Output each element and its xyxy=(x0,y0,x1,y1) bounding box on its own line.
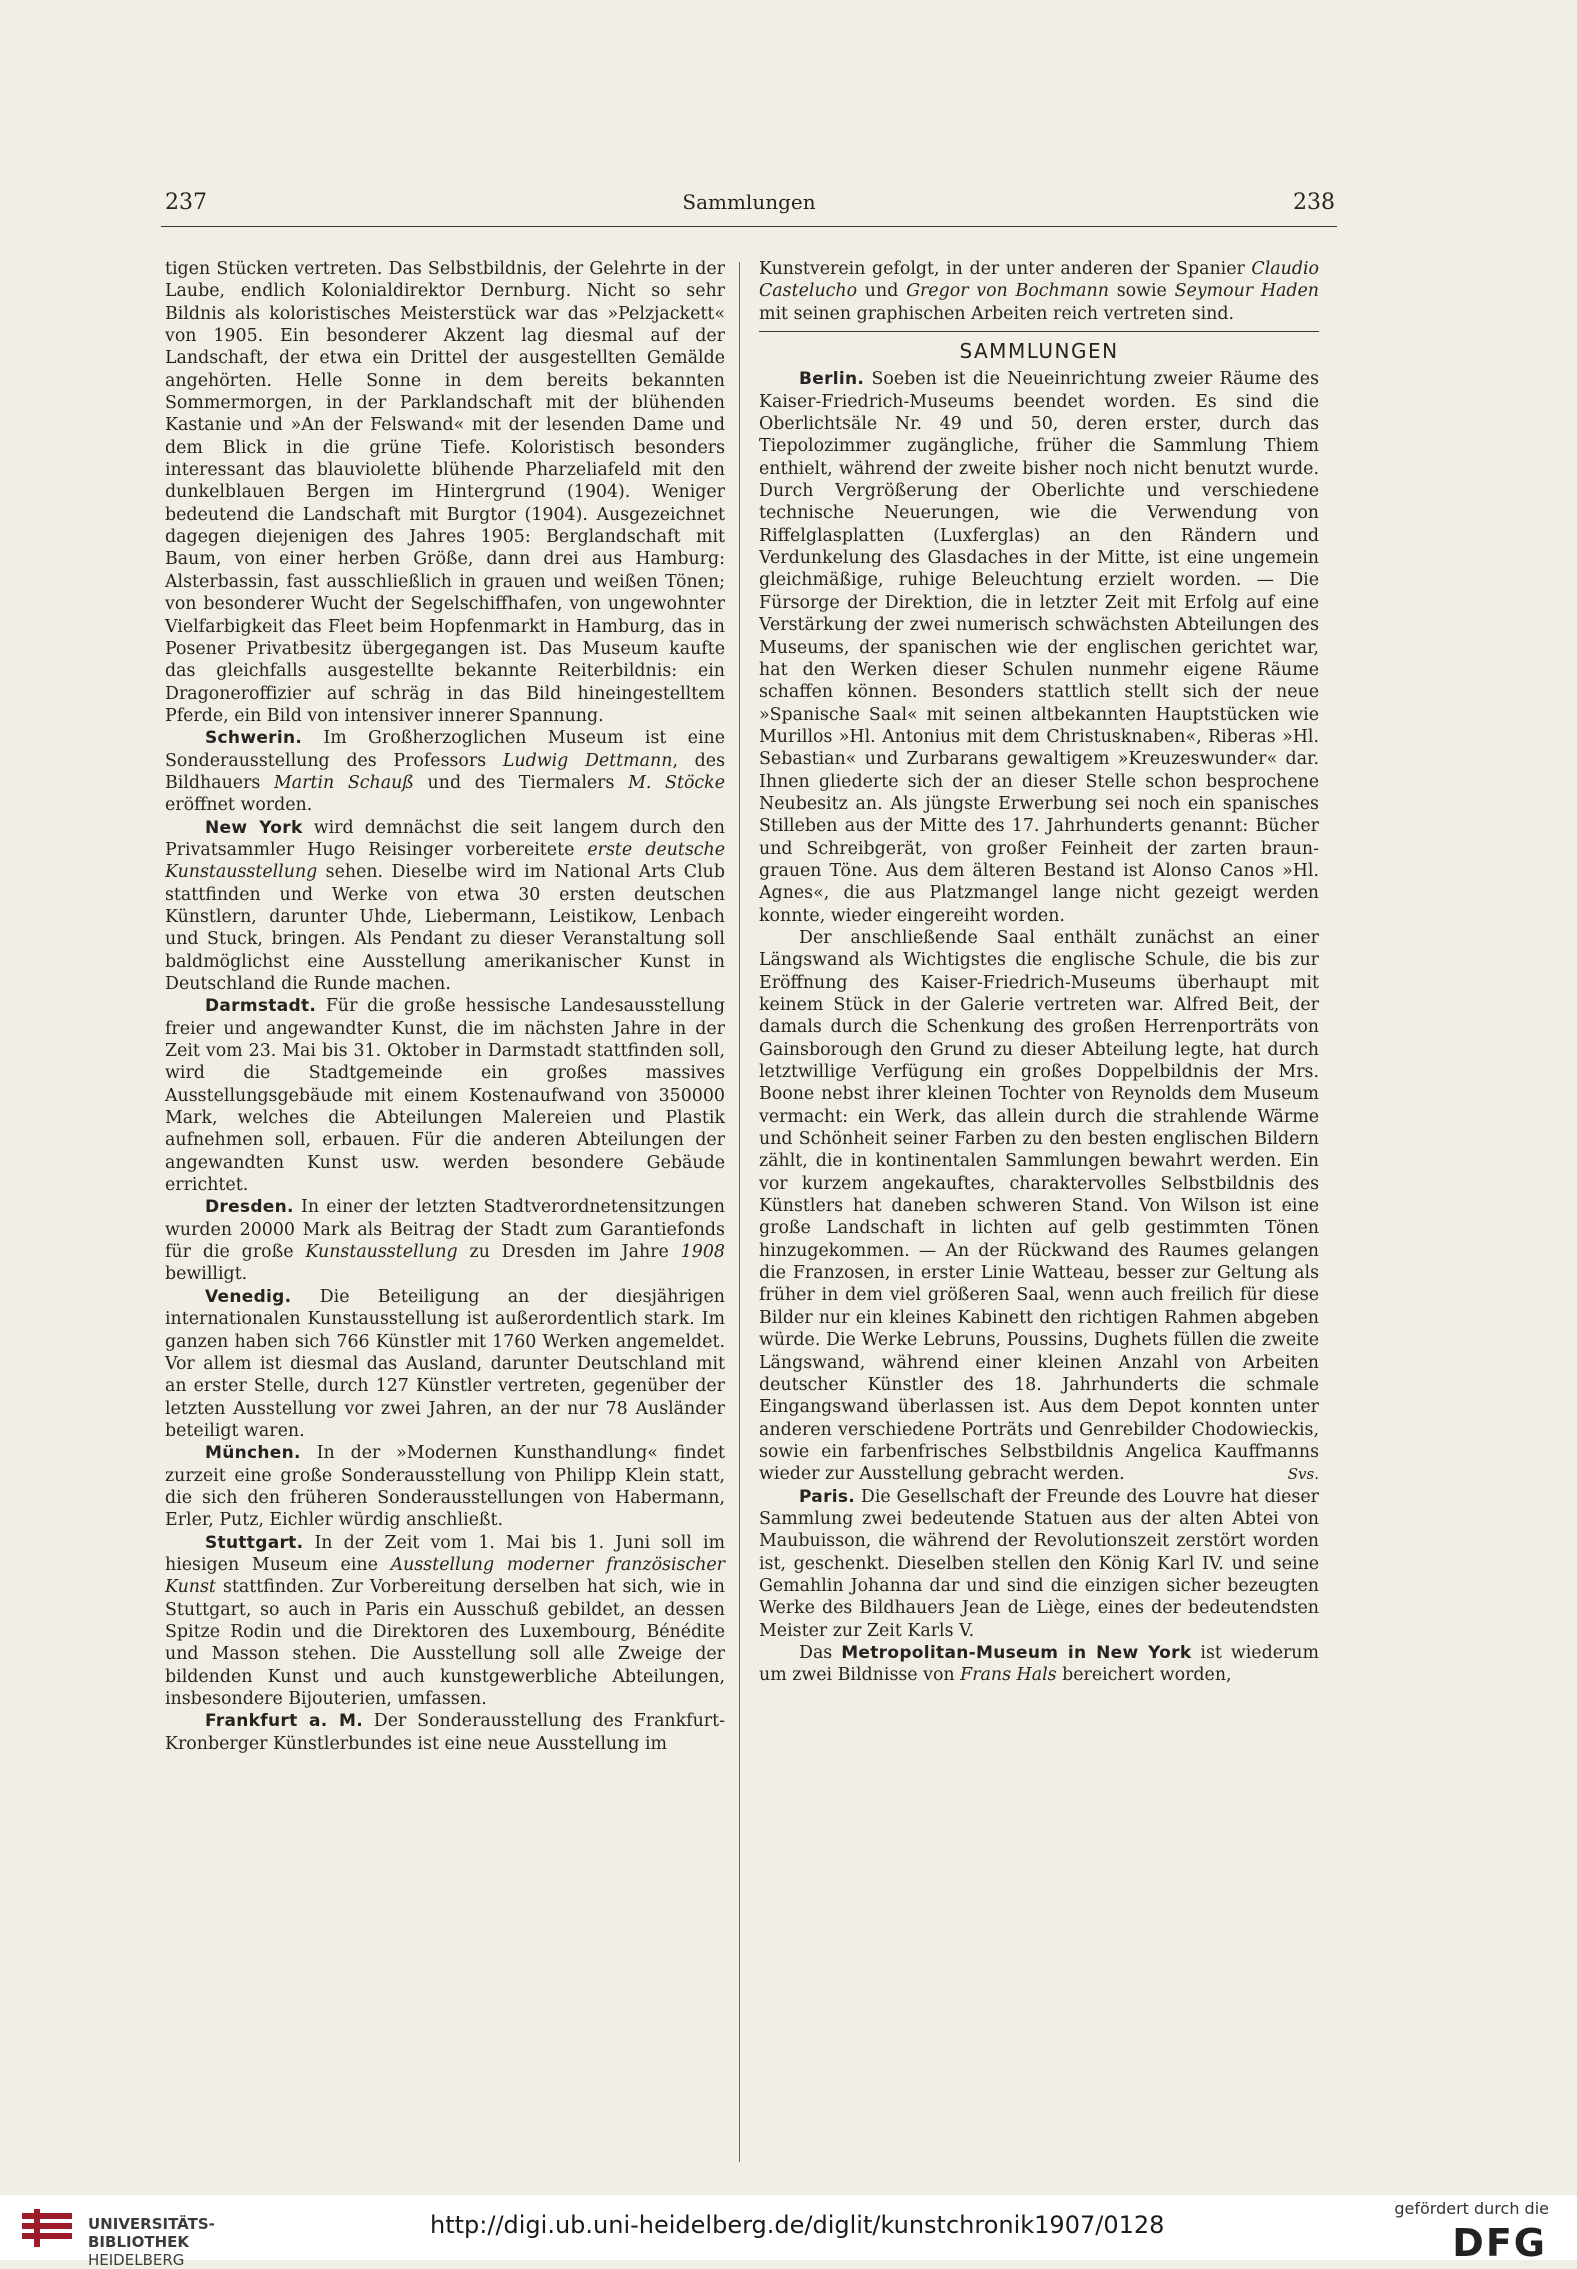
place-schwerin: Schwerin. xyxy=(205,728,303,749)
text-segment: mit seinen graphischen Arbeiten reich vertreten sind. xyxy=(759,303,1235,324)
source-url[interactable]: http://digi.ub.uni-heidelberg.de/diglit/kunstchronik1907/0128 xyxy=(430,2211,1165,2239)
paragraph-dresden xyxy=(165,1196,725,1285)
right-column xyxy=(759,258,1319,1687)
place-muenchen: München. xyxy=(205,1443,301,1464)
page-number-left: 237 xyxy=(165,190,207,215)
text-segment: stattfinden. Zur Vorbereitung derselben hat sich, wie in Stuttgart, so auch in Paris ein Ausschuß gebildet, an dessen Spitze Rodin und die Direktoren des Luxembourg, Bénédite und Masson stehen. Die Ausstellung soll alle Zweige der bildenden Kunst und auch kunstgewerbliche Abteilungen, insbesondere Bijouterien, umfassen. xyxy=(165,1577,725,1709)
paragraph-paris xyxy=(759,1486,1319,1642)
italic-name: M. Stöcke xyxy=(628,772,725,793)
paragraph-kunstverein xyxy=(759,258,1319,325)
place-metropolitan: Metropolitan-Museum in New York xyxy=(841,1642,1192,1663)
paragraph-berlin xyxy=(759,368,1319,927)
paragraph-metropolitan xyxy=(759,1642,1319,1687)
paragraph-frankfurt xyxy=(165,1710,725,1755)
text-segment: wird demnächst die seit langem durch den Privatsammler Hugo Reisinger vorbereitete xyxy=(165,817,725,860)
place-paris: Paris. xyxy=(799,1486,856,1507)
italic-name: Gregor von Bochmann xyxy=(906,281,1109,302)
text-segment: Soeben ist die Neueinrichtung zweier Räume des Kaiser-Friedrich-Museums beendet worden. Es sind die Oberlichtsäle Nr. 49 und 50, deren erster, durch das Tiepolozimmer zugängliche, früher die Sammlung Thiem enthielt, während der zweite bisher noch nicht benutzt wurde. Durch Vergrößerung der Oberlichte und verschiedene technische Neuerungen, wie die Verwendung von Riffelglasplatten (Luxferglas) an den Rändern und Verdunkelung des Glasdaches in der Mitte, ist eine ungemein gleichmäßige, ruhige Beleuchtung erzielt worden. — Die Fürsorge der Direktion, die in letzter Zeit mit Erfolg auf eine Verstärkung der zwei numerisch schwächsten Abteilungen des Museums, der spanischen wie der englischen gerichtet war, hat den Werken dieser Schulen nunmehr eigene Räume schaffen können. Besonders stattlich stellt sich der neue »Spanische Saal« mit seinen altbekannten Hauptstücken wie Murillos »Hl. Antonius mit dem Christusknaben«, Riberas »Hl. Sebastian« und Zurbarans gewaltigem »Kreuzeswunder« dar. Ihnen gliederte sich der an dieser Stelle schon besprochene Neubesitz an. Als jüngste Erwerbung sei noch ein spanisches Stilleben aus der Mitte des 17. Jahrhunderts genannt: Bücher und Schreibgerät, von großer Feinheit der zarten braun-grauen Töne. Aus dem älteren Bestand ist Alonso Canos »Hl. Agnes«, die aus Platzmangel lange nicht gezeigt werden konnte, wieder eingereiht worden. xyxy=(759,369,1319,926)
italic-name: Martin Schauß xyxy=(273,772,414,793)
place-stuttgart: Stuttgart. xyxy=(205,1532,304,1553)
text-segment: Kunstverein gefolgt, in der unter anderen der Spanier xyxy=(759,259,1252,279)
italic-name: Ludwig Dettmann xyxy=(502,750,673,771)
text-segment: und des Tiermalers xyxy=(413,772,629,793)
text-segment: In der Zeit vom 1. Mai bis 1. Juni soll im hiesigen Museum eine xyxy=(165,1532,725,1575)
text-segment: In der »Modernen Kunsthandlung« findet zurzeit eine große Sonderausstellung von Philipp Klein statt, die sich den früheren Sonderausstellungen von Habermann, Erler, Putz, Eichler würdig anschließt. xyxy=(165,1443,725,1531)
university-library-logo-icon xyxy=(20,2207,76,2251)
italic-name: Claudio Castelucho xyxy=(759,259,1319,302)
text-segment: Für die große hessische Landesausstellung freier und angewandter Kunst, die im nächsten Jahre in der Zeit vom 23. Mai bis 31. Oktober in Darmstadt stattfinden soll, wird die Stadtgemeinde ein großes massives Ausstellungsgebäude mit einem Kostenaufwand von 350000 Mark, welches die Abteilungen Malereien und Plastik aufnehmen soll, erbauen. Für die anderen Abteilungen der angewandten Kunst usw. werden besondere Gebäude errichtet. xyxy=(165,996,725,1196)
text-segment: Die Beteiligung an der diesjährigen internationalen Kunstausstellung ist außerordentlich stark. Im ganzen haben sich 766 Künstler mit 1760 Werken angemeldet. Vor allem ist diesmal das Ausland, darunter Deutschland mit an erster Stelle, durch 127 Künstler vertreten, gegenüber der letzten Ausstellung vor zwei Jahren, an der nur 78 Ausländer beteiligt waren. xyxy=(165,1286,725,1441)
author-signature: Svs. xyxy=(1287,1465,1319,1484)
place-berlin: Berlin. xyxy=(799,369,865,390)
column-divider xyxy=(739,262,740,2162)
text-segment: , des Bildhauers xyxy=(165,750,725,793)
paragraph-stuttgart xyxy=(165,1532,725,1711)
section-title: SAMMLUNGEN xyxy=(959,339,1119,364)
paragraph-venedig xyxy=(165,1286,725,1442)
text-segment: eröffnet worden. xyxy=(165,795,313,816)
library-name-line: HEIDELBERG xyxy=(88,2251,185,2269)
italic-year: 1908 xyxy=(680,1242,725,1263)
paragraph-intro: tigen Stücken vertreten. Das Selbstbildnis, der Gelehrte in der Laube, endlich Kolonialdirektor Dernburg. Nicht so sehr Bildnis als koloristisches Meisterstück war das »Pelzjackett« von 1905. Ein besonderer Akzent lag diesmal auf der Landschaft, der etwa ein Drittel der ausgestellten Gemälde angehörten. Helle Sonne in dem bereits bekannten Sommermorgen, in der Parklandschaft mit der blühenden Kastanie und »An der Felswand« mit der lesenden Dame und dem Blick in die grüne Tiefe. Koloristisch besonders interessant das blauviolette blühende Pharzeliafeld mit den dunkelblauen Bergen im Hintergrund (1904). Weniger bedeutend die Landschaft mit Burgtor (1904). Ausgezeichnet dagegen diejenigen des Jahres 1905: Berglandschaft mit Baum, von einer herben Größe, dann drei aus Hamburg: Alsterbassin, fast ausschließlich in grauen und weißen Tönen; von besonderer Wucht der Segelschiffhafen, von ungewohnter Vielfarbigkeit das Fleet beim Hopfenmarkt in Hamburg, das in Posener Privatbesitz übergegangen ist. Das Museum kaufte das gleichfalls ausgestellte bekannte Reiterbildnis: ein Dragoneroffizier auf schräg in das Bild hineingestelltem Pferde, ein Bild von intensiver innerer Spannung. xyxy=(165,259,725,726)
text-segment: Im Großherzoglichen Museum ist eine Sonderausstellung des Professors xyxy=(165,728,725,771)
paragraph-schwerin xyxy=(165,727,725,816)
text-segment: Der anschließende Saal enthält zunächst an einer Längswand als Wichtigstes die englische Schule, die bis zur Eröffnung des Kaiser-Friedrich-Museums überhaupt mit keinem Stück in der Galerie vertreten war. Alfred Beit, der damals durch die Schenkung des großen Herrenporträts von Gainsborough den Grund zu dieser Abteilung legte, hat durch letztwillige Verfügung ein großes Doppelbildnis der Mrs. Boone nebst ihrer kleinen Tochter von Reynolds dem Museum vermacht: ein Werk, das allein durch die strahlende Wärme und Schönheit seiner Farben zu den besten englischen Bildern zählt, die in kontinentalen Sammlungen bewahrt werden. Ein vor kurzem angekauftes, charaktervolles Selbstbildnis des Künstlers hat daneben schweren Stand. Von Wilson ist eine große Landschaft in lichten auf gelb gestimmten Tönen hinzugekommen. — An der Rückwand des Raumes gelangen die Franzosen, in erster Linie Watteau, besser zur Geltung als früher in dem viel größeren Saal, wenn auch freilich für diese Bilder nur ein kleines Kabinett den richtigen Rahmen abgeben würde. Die Werke Lebruns, Poussins, Dughets füllen die zweite Längswand, während einer kleinen Anzahl von Arbeiten deutscher Künstler des 18. Jahrhunderts die schmale Eingangswand überlassen ist. Aus dem Depot konnten unter anderen verschiedene Porträts und Genrebilder Chodowieckis, sowie ein farbenfrisches Selbstbildnis Angelica Kauffmanns wieder zur Ausstellung gebracht werden. xyxy=(759,927,1319,1485)
page-number-right: 238 xyxy=(1293,190,1335,215)
italic-title: erste deutsche Kunstausstellung xyxy=(165,839,725,883)
place-venedig: Venedig. xyxy=(205,1286,292,1307)
text-segment: ist wiederum um zwei Bildnisse von xyxy=(759,1642,1319,1686)
running-title: Sammlungen xyxy=(682,190,816,214)
text-segment: zu Dresden im Jahre xyxy=(457,1242,681,1263)
paragraph-saal xyxy=(759,927,1319,1486)
italic-title: Kunstausstellung xyxy=(305,1242,458,1263)
text-segment: In einer der letzten Stadtverordnetensitzungen wurden 20000 Mark als Beitrag der Stadt zum Garantiefonds für die große xyxy=(165,1197,725,1263)
italic-name: Frans Hals xyxy=(960,1665,1057,1686)
university-library-name xyxy=(88,2215,215,2269)
text-segment: Die Gesellschaft der Freunde des Louvre hat dieser Sammlung zwei bedeutende Statuen aus der alten Abtei von Maubuisson, die während der Revolutionszeit zerstört worden ist, geschenkt. Dieselben stellen den König Karl IV. und seine Gemahlin Johanna dar und sind die einzigen sicher bezeugten Werke des Bildhauers Jean de Liège, eines der bedeutendsten Meister zur Zeit Karls V. xyxy=(759,1486,1319,1641)
text-segment: Der Sonderausstellung des Frankfurt-Kronberger Künstlerbundes ist eine neue Ausstellung im xyxy=(165,1711,725,1754)
page-header xyxy=(161,190,1337,230)
text-segment: sehen. Dieselbe wird im National Arts Club stattfinden und Werke von etwa 30 ersten deutschen Künstlern, darunter Uhde, Liebermann, Leistikow, Lenbach und Stuck, bringen. Als Pendant zu dieser Veranstaltung soll baldmöglichst eine Ausstellung amerikanischer Kunst in Deutschland die Runde machen. xyxy=(165,862,725,994)
text-segment: bewilligt. xyxy=(165,1264,248,1285)
paragraph-new-york xyxy=(165,817,725,996)
left-column xyxy=(165,258,725,1755)
italic-title: Ausstellung moderner französischer Kunst xyxy=(165,1554,725,1598)
text-segment: und xyxy=(857,281,907,302)
paragraph-darmstadt xyxy=(165,995,725,1196)
place-dresden: Dresden. xyxy=(205,1197,294,1218)
header-rule xyxy=(161,226,1337,227)
place-frankfurt: Frankfurt a. M. xyxy=(205,1711,363,1732)
place-darmstadt: Darmstadt. xyxy=(205,996,317,1017)
section-divider xyxy=(759,331,1319,332)
library-name-line: BIBLIOTHEK xyxy=(88,2233,189,2251)
funding-label: gefördert durch die xyxy=(1394,2199,1549,2218)
text-segment: bereichert worden, xyxy=(1056,1665,1232,1686)
digitization-footer xyxy=(0,2195,1577,2269)
text-segment: Das xyxy=(799,1642,842,1663)
italic-name: Seymour Haden xyxy=(1174,281,1319,302)
library-name-line: UNIVERSITÄTS- xyxy=(88,2215,215,2233)
place-new-york: New York xyxy=(205,817,303,838)
text-segment: sowie xyxy=(1108,281,1175,302)
paragraph-muenchen xyxy=(165,1442,725,1531)
dfg-logo: DFG xyxy=(1452,2221,1547,2265)
